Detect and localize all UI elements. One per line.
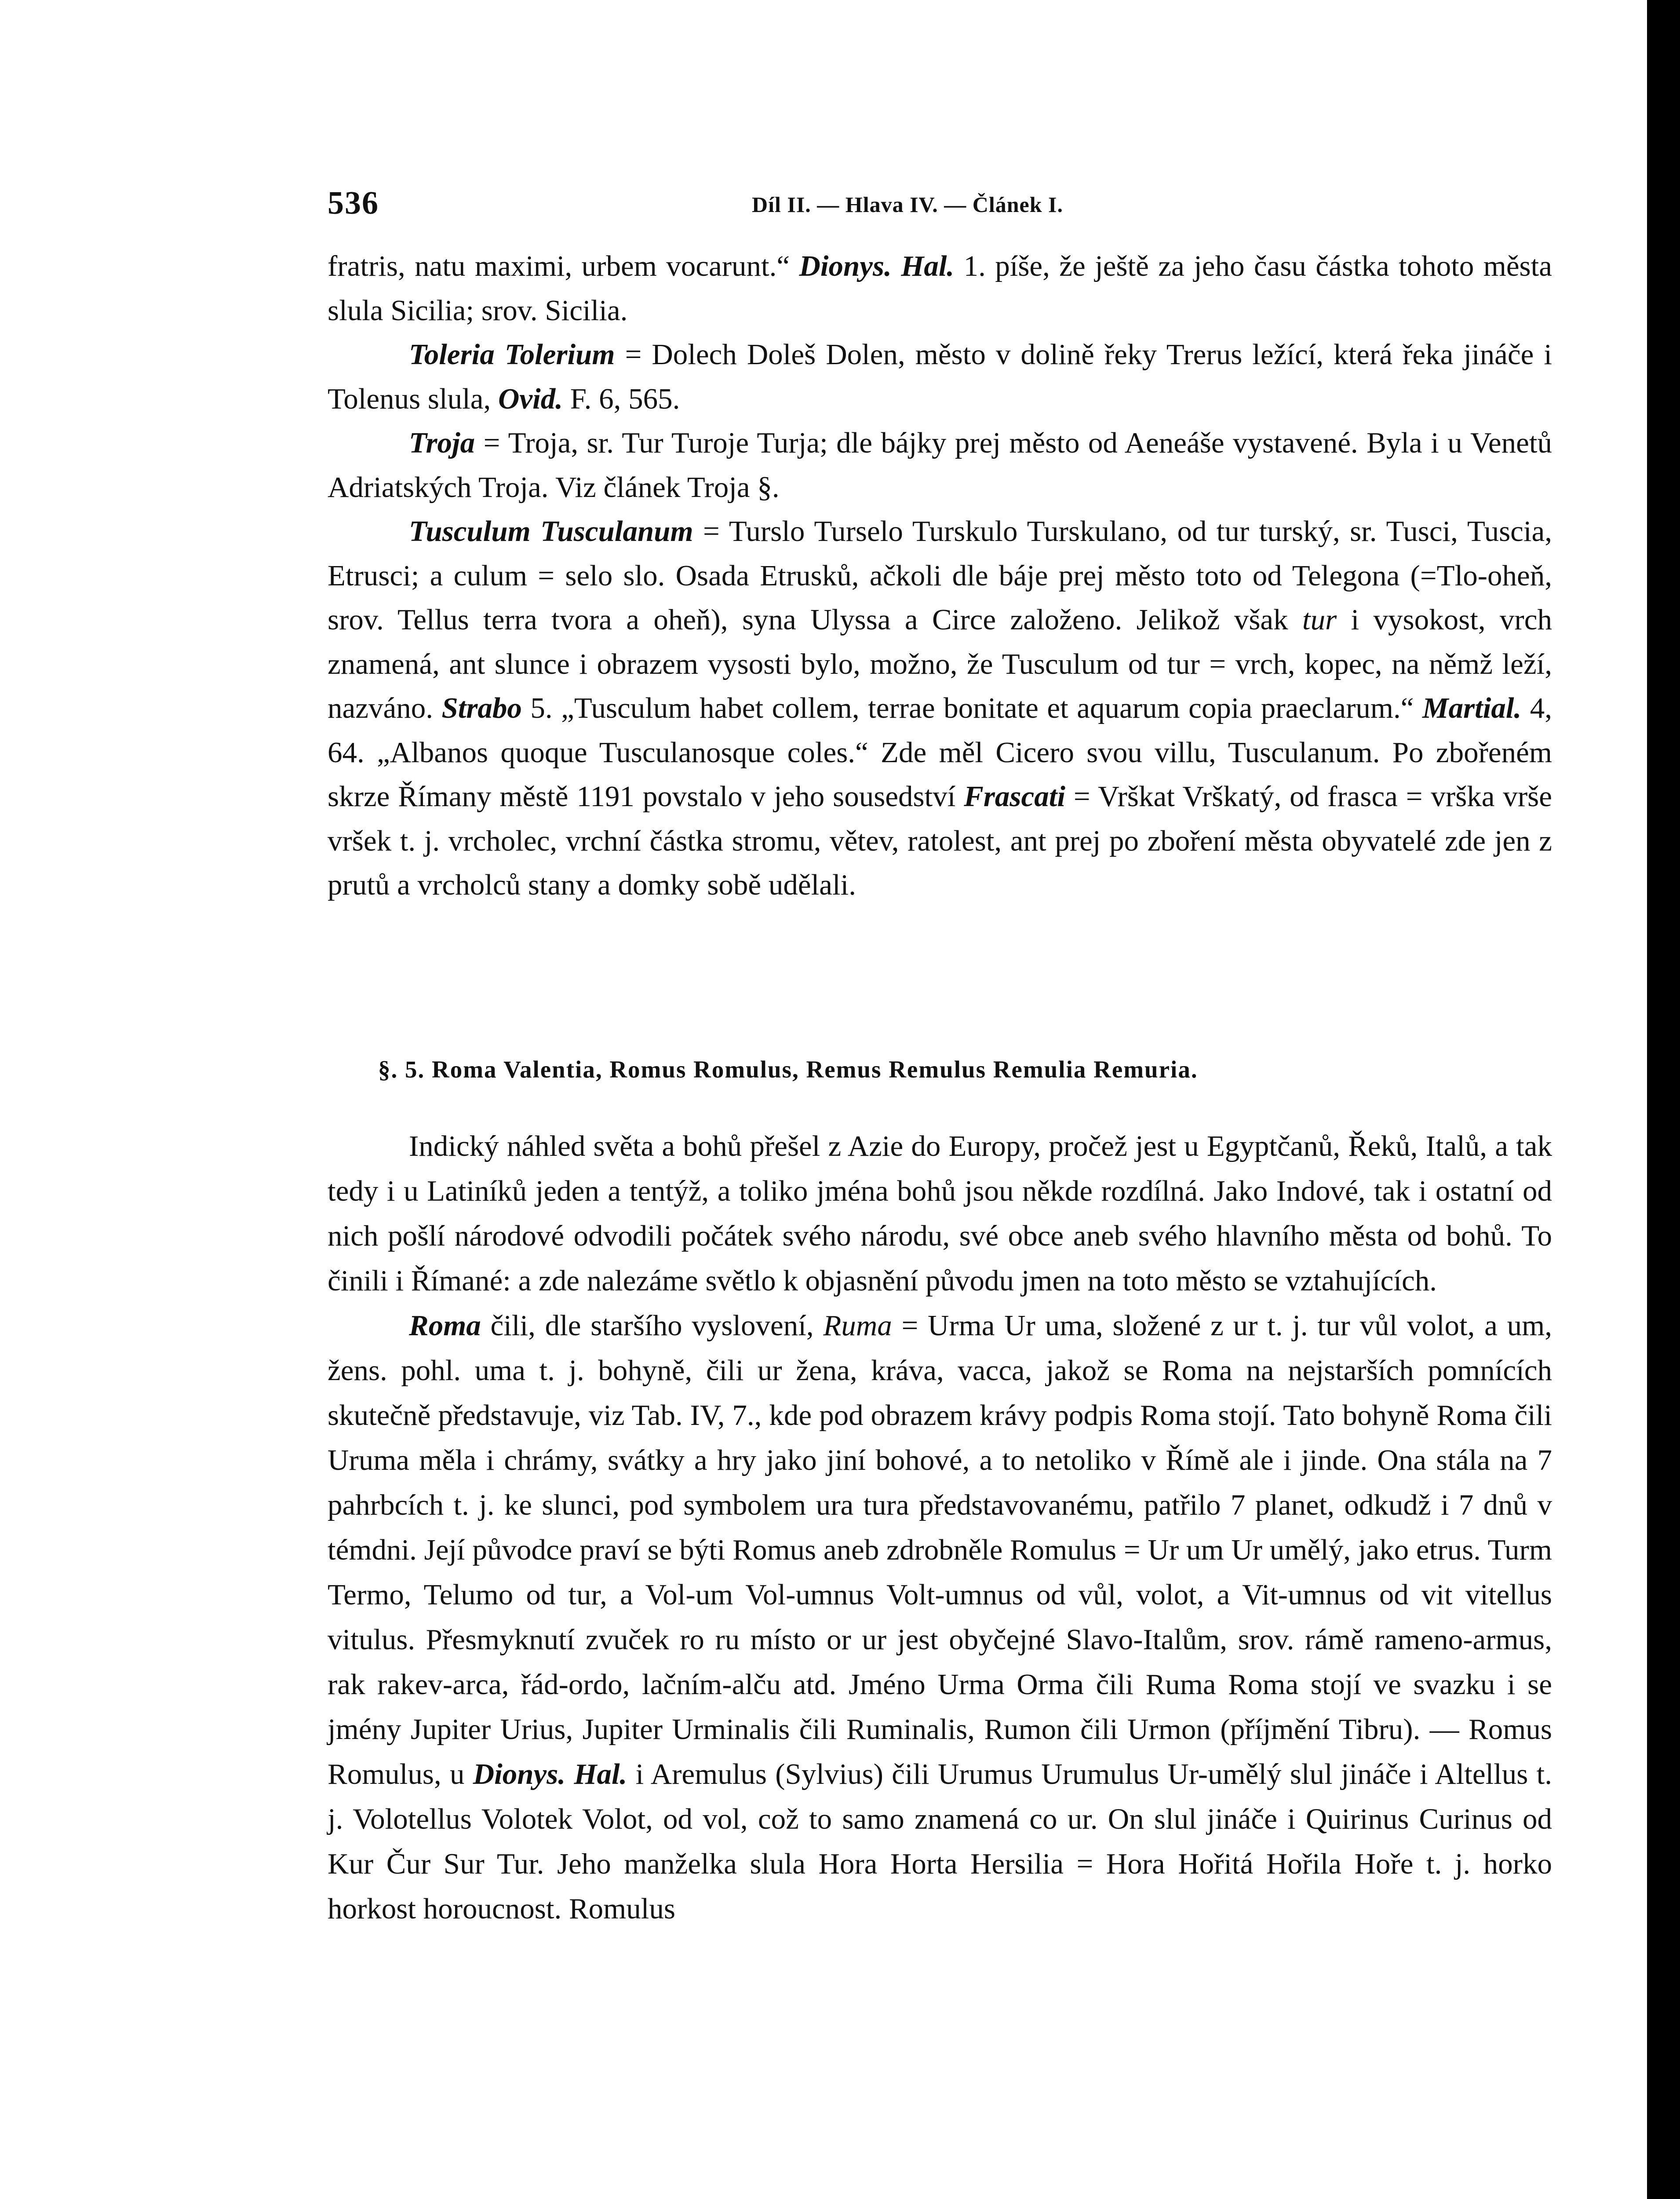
entry-term: Frascati xyxy=(964,780,1065,813)
paragraph-tusculum: Tusculum Tusculanum = Turslo Turselo Turskulo Turskulano, od tur turský, sr. Tusci, Tuscia, Etrusci; a culum = selo slo. Osada Etrusků, ačkoli dle báje prej město toto od Telegona (=Tlo-oheň, srov. Tellus terra tvora a oheň), syna Ulyssa a Circe založeno. Jelikož však tur i vysokost, vrch znamená, ant slunce i obrazem vysosti bylo, možno, že Tusculum od tur = vrch, kopec, na němž leží, nazváno. Strabo 5. „Tusculum habet collem, terrae bonitate et aquarum copia praeclarum.“ Martial. 4, 64. „Albanos quoque Tusculanosque coles.“ Zde měl Cicero svou villu, Tusculanum. Po zbořeném skrze Římany městě 1191 povstalo v jeho sousedství Frascati = Vrškat Vrškatý, od frasca = vrška vrše vršek t. j. vrcholec, vrchní částka stromu, větev, ratolest, ant prej po zboření města obyvatelé zde jen z prutů a vrcholců stany a domky sobě udělali. xyxy=(328,515,1552,901)
section-body xyxy=(328,1124,1552,1931)
paragraph-troja: Troja = Troja, sr. Tur Turoje Turja; dle bájky prej město od Aeneáše vystavené. Byla i u Venetů Adriatských Troja. Viz článek Troja §. xyxy=(328,427,1552,504)
citation-martial: Martial. xyxy=(1422,692,1522,724)
entry-term: Tusculum Tusculanum xyxy=(409,515,693,548)
entries-block xyxy=(328,244,1552,907)
paragraph-toleria: Toleria Tolerium = Dolech Doleš Dolen, město v dolině řeky Trerus ležící, která řeka jináče i Tolenus slula, Ovid. F. 6, 565. xyxy=(328,338,1552,415)
citation-ovid: Ovid. xyxy=(498,382,563,415)
paragraph-roma: Roma čili, dle staršího vyslovení, Ruma = Urma Ur uma, složené z ur t. j. tur vůl volot, a um, žens. pohl. uma t. j. bohyně, čili ur žena, kráva, vacca, jakož se Roma na nejstarších pomnících skutečně představuje, viz Tab. IV, 7., kde pod obrazem krávy podpis Roma stojí. Tato bohyně Roma čili Uruma měla i chrámy, svátky a hry jako jiní bohové, a to netoliko v Římě ale i jinde. Ona stála na 7 pahrbcích t. j. ke slunci, pod symbolem ura tura představovanému, patřilo 7 planet, odkudž i 7 dnů v témdni. Její původce praví se býti Romus aneb zdrobněle Romulus = Ur um Ur umělý, jako etrus. Turm Termo, Telumo od tur, a Vol-um Vol-umnus Volt-umnus od vůl, volot, a Vit-umnus od vit vitellus vitulus. Přesmyknutí zvuček ro ru místo or ur jest obyčejné Slavo-Italům, srov. rámě rameno-armus, rak rakev-arca, řád-ordo, lačním-alču atd. Jméno Urma Orma čili Ruma Roma stojí ve svazku i se jmény Jupiter Urius, Jupiter Urminalis čili Ruminalis, Rumon čili Urmon (příjmění Tibru). — Romus Romulus, u Dionys. Hal. i Aremulus (Sylvius) čili Urumus Urumulus Ur-umělý slul jináče i Altellus t. j. Volotellus Volotek Volot, od vol, což to samo znamená co ur. On slul jináče i Quirinus Curinus od Kur Čur Sur Tur. Jeho manželka slula Hora Horta Hersilia = Hora Hořitá Hořila Hoře t. j. horko horkost horoucnost. Romulus xyxy=(328,1309,1552,1925)
paragraph-intro: Indický náhled světa a bohů přešel z Azie do Europy, pročež jest u Egyptčanů, Řeků, Italů, a tak tedy i u Latiníků jeden a tentýž, a toliko jména bohů jsou někde rozdílná. Jako Indové, tak i ostatní od nich pošlí národové odvodili počátek svého národu, své obce aneb svého hlavního města od bohů. To činili i Římané: a zde nalezáme světlo k objasnění původu jmen na toto město se vztahujících. xyxy=(328,1130,1552,1297)
page-number: 536 xyxy=(328,185,379,221)
entry-term: Troja xyxy=(409,427,475,459)
citation-strabo: Strabo xyxy=(441,692,522,724)
citation-dionys: Dionys. Hal. xyxy=(799,250,955,282)
scan-border xyxy=(1647,0,1680,2199)
entry-term: Roma xyxy=(409,1309,481,1342)
entry-term: Toleria Tolerium xyxy=(409,338,615,371)
paragraph-sicilia-end: fratris, natu maximi, urbem vocarunt.“ Dionys. Hal. 1. píše, že ještě za jeho času částka tohoto města slula Sicilia; srov. Sicilia. xyxy=(328,250,1552,327)
page-header xyxy=(328,185,1552,224)
section-heading: §. 5. Roma Valentia, Romus Romulus, Remus Remulus Remulia Remuria. xyxy=(378,1056,1198,1083)
citation-dionys: Dionys. Hal. xyxy=(473,1758,627,1790)
running-head: Díl II. — Hlava IV. — Článek I. xyxy=(752,192,1063,217)
